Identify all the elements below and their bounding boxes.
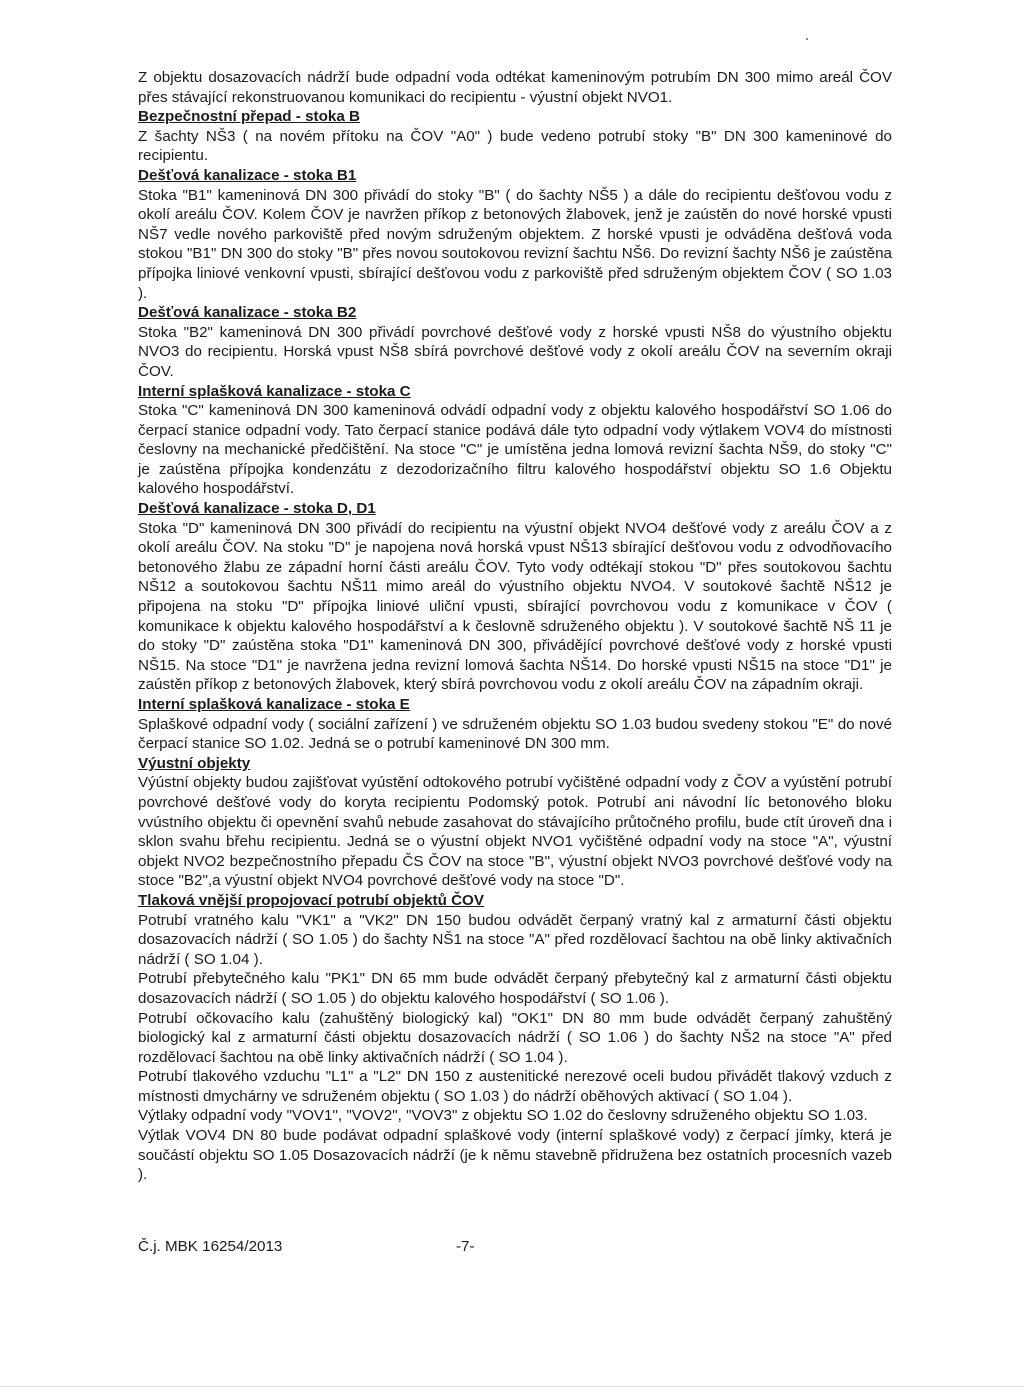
section-heading: Bezpečnostní přepad - stoka B	[138, 108, 360, 126]
body-paragraph: Výústní objekty budou zajišťovat vyústění odtokového potrubí vyčištěné odpadní vody z ČOV a vyústění potrubí povrchové dešťové vody do koryta recipientu Podomský potok. Potrubí ani návodní líc betonového bloku vvústního objektu či opevnění svahů nebude zasahovat do stávajícího průtočného profilu, bude ctít úroveň dna i sklon svahu břehu recipientu. Jedná se o výustní objekt NVO1 vyčištěné odpadní vody na stoce "A", výustní objekt NVO2 bezpečnostního přepadu ČS ČOV na stoce "B", výustní objekt NVO3 povrchové dešťové vody na stoce "B2",a výustní objekt NVO4 povrchové dešťové vody na stoce "D".	[138, 774, 892, 890]
section-heading: Výustní objekty	[138, 754, 251, 772]
scan-edge-line	[0, 1386, 1024, 1387]
section-heading: Dešťová kanalizace - stoka D, D1	[138, 500, 376, 518]
document-reference: Č.j. MBK 16254/2013	[138, 1238, 283, 1255]
section-heading: Dešťová kanalizace - stoka B2	[138, 304, 357, 322]
section-heading: Interní splašková kanalizace - stoka C	[138, 382, 411, 400]
section-heading: Tlaková vnější propojovací potrubí objektů ČOV	[138, 891, 484, 909]
body-paragraph: Stoka "D" kameninová DN 300 přivádí do recipientu na výustní objekt NVO4 dešťové vody z areálu ČOV a z okolí areálu ČOV. Na stoku "D" je napojena nová horská vpust NŠ13 sbírající dešťovou vodu z odvodňovacího betonového žlabu ze západní horní části areálu ČOV. Tyto vody odtékají stokou "D" přes soutokovou šachtu NŠ12 a soutokovou šachtu NŠ11 mimo areál do výustního objektu NVO4. V soutokové šachtě NŠ12 je připojena na stoku "D" přípojka liniové uliční vpusti, sbírající povrchovou vodu z komunikace v ČOV ( komunikace k objektu kalového hospodářství a k česlovně sdruženého objektu ). V soutokové šachtě NŠ 11 je do stoky "D" zaústěna stoka "D1" kameninová DN 300, přivádějící povrchové dešťové vody z horské vpusti NŠ15. Na stoce "D1" je navržena jedna revizní lomová šachta NŠ14. Do horské vpusti NŠ15 na stoce "D1" je zaústěn příkop z betonových žlabovek, který sbírá povrchovou vodu z okolí areálu ČOV na západním okraji.	[138, 519, 892, 694]
body-paragraph: Výtlaky odpadní vody "VOV1", "VOV2", "VOV3" z objektu SO 1.02 do česlovny sdruženého objektu SO 1.03.	[138, 1107, 868, 1125]
body-paragraph: Z objektu dosazovacích nádrží bude odpadní voda odtékat kameninovým potrubím DN 300 mimo areál ČOV přes stávající rekonstruovanou komunikaci do recipientu - výustní objekt NVO1.	[138, 69, 892, 106]
body-paragraph: Splaškové odpadní vody ( sociální zařízení ) ve sdruženém objektu SO 1.03 budou svedeny stokou "E" do nové čerpací stanice SO 1.02. Jedná se o potrubí kameninové DN 300 mm.	[138, 715, 892, 753]
section-heading: Interní splašková kanalizace - stoka E	[138, 696, 410, 713]
body-paragraph: Potrubí očkovacího kalu (zahuštěný biologický kal) "OK1" DN 80 mm bude odvádět čerpaný zahuštěný biologický kal z armaturní části objektu dosazovacích nádrží ( SO 1.06 ) do šachty NŠ2 na stoce "A" před rozdělovací šachtou na obě linky aktivačních nádrží ( SO 1.04 ).	[138, 1009, 892, 1066]
body-paragraph: Potrubí tlakového vzduchu "L1" a "L2" DN 150 z austenitické nerezové oceli budou přivádět tlakový vzduch z místnosti dmychárny ve sdruženém objektu ( SO 1.03 ) do nádrží oběhových aktivací ( SO 1.04 ).	[138, 1068, 892, 1105]
section-heading: Dešťová kanalizace - stoka B1	[138, 166, 357, 184]
page-number: -7-	[456, 1238, 475, 1255]
body-paragraph: Výtlak VOV4 DN 80 bude podávat odpadní splaškové vody (interní splaškové vody) z čerpací jímky, která je součástí objektu SO 1.05 Dosazovacích nádrží (je k němu stavebně přidružena bez ostatních procesních vazeb ).	[138, 1127, 892, 1184]
body-paragraph: Stoka "B1" kameninová DN 300 přivádí do stoky "B" ( do šachty NŠ5 ) a dále do recipientu dešťovou vodu z okolí areálu ČOV. Kolem ČOV je navržen příkop z betonových žlabovek, jenž je zaústěn do nové horské vpusti NŠ7 vedle nového parkoviště před novým sdruženým objektem. Z horské vpusti je odváděna dešťová voda stokou "B1" DN 300 do stoky "B" přes novou soutokovou revizní šachtu NŠ6. Do revizní šachty NŠ6 je zaústěna přípojka liniové venkovní vpusti, sbírající dešťovou vodu z parkoviště před sdruženým objektem ČOV ( SO 1.03 ).	[138, 186, 892, 302]
body-paragraph: Potrubí vratného kalu "VK1" a "VK2" DN 150 budou odvádět čerpaný vratný kal z armaturní části objektu dosazovacích nádrží ( SO 1.05 ) do šachty NŠ1 na stoce "A" před rozdělovací šachtou na obě linky aktivačních nádrží ( SO 1.04 ).	[138, 911, 892, 968]
scan-speck	[806, 38, 808, 40]
document-body	[138, 68, 892, 1185]
body-paragraph: Stoka "B2" kameninová DN 300 přivádí povrchové dešťové vody z horské vpusti NŠ8 do výustního objektu NVO3 do recipientu. Horská vpust NŠ8 sbírá povrchové dešťové vody z okolí areálu ČOV na severním okraji ČOV.	[138, 323, 892, 380]
body-paragraph: Z šachty NŠ3 ( na novém přítoku na ČOV "A0" ) bude vedeno potrubí stoky "B" DN 300 kameninové do recipientu.	[138, 127, 892, 165]
body-paragraph: Potrubí přebytečného kalu "PK1" DN 65 mm bude odvádět čerpaný přebytečný kal z armaturní části objektu dosazovacích nádrží ( SO 1.05 ) do objektu kalového hospodářství ( SO 1.06 ).	[138, 970, 892, 1007]
body-paragraph: Stoka "C" kameninová DN 300 kameninová odvádí odpadní vody z objektu kalového hospodářství SO 1.06 do čerpací stanice odpadní vody. Tato čerpací stanice podává dále tyto odpadní vody výtlakem VOV4 do místnosti česlovny na mechanické předčištění. Na stoce "C" je umístěna jedna lomová revizní šachta NŠ9, do stoky "C" je zaústěna přípojka kondenzátu z dezodorizačního filtru kalového hospodářství objektu SO 1.6 Objektu kalového hospodářství.	[138, 402, 892, 498]
